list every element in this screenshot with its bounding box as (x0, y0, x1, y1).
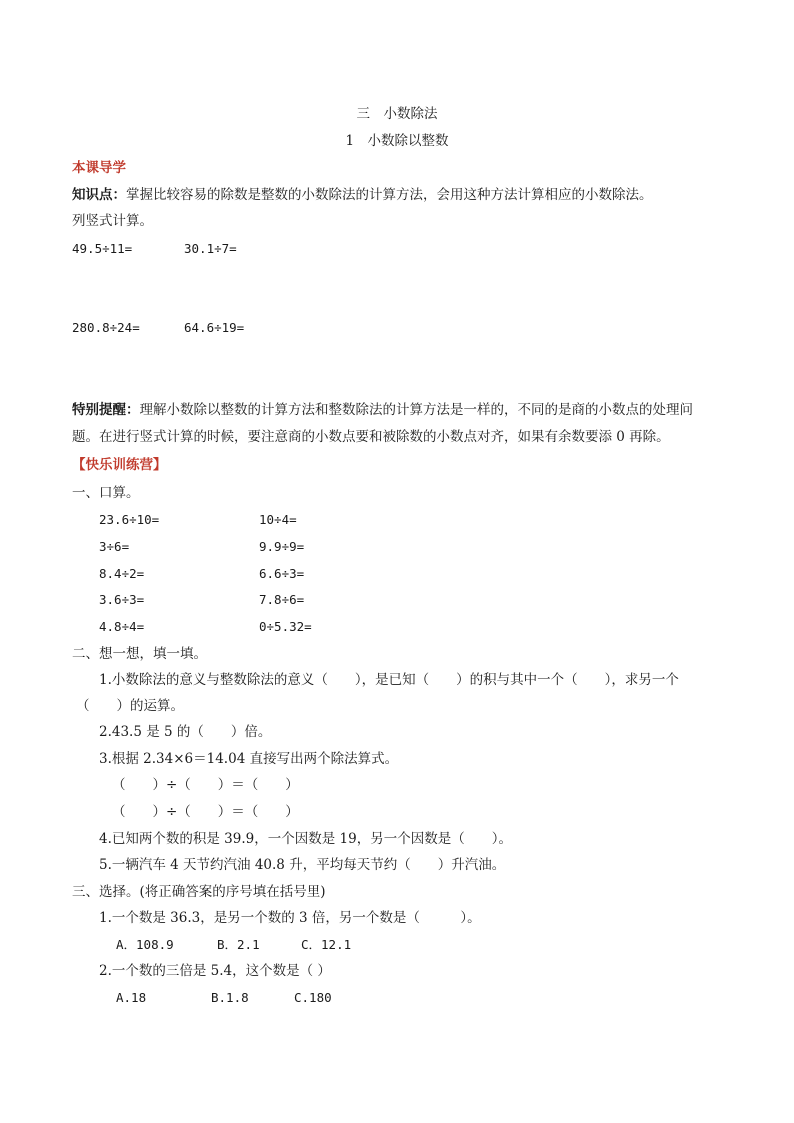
choice-option: B．2.1 (217, 937, 260, 952)
fill-question-4: 4.已知两个数的积是 39.9，一个因数是 19，另一个因数是（ ）。 (99, 831, 512, 847)
knowledge-point-label: 知识点： (72, 187, 126, 203)
choice-option: C.180 (294, 990, 332, 1005)
choice-option: A．108.9 (116, 937, 174, 952)
oral-calc-item: 23.6÷10= (99, 512, 160, 527)
oral-calc-item: 3.6÷3= (99, 592, 145, 607)
choice-option: A.18 (116, 990, 147, 1005)
reminder-text-1: 理解小数除以整数的计算方法和整数除法的计算方法是一样的，不同的是商的小数点的处理问 (139, 402, 693, 418)
choice-question-2: 2.一个数的三倍是 5.4，这个数是（ ） (99, 963, 331, 979)
knowledge-point (72, 187, 653, 203)
reminder-line-1 (72, 402, 693, 418)
practice-heading: 【快乐训练营】 (72, 457, 167, 473)
vertical-problem: 49.5÷11= (72, 241, 133, 256)
oral-calc-item: 4.8÷4= (99, 619, 145, 634)
division-blank: （ ）÷（ ）＝（ ） (112, 804, 299, 820)
fill-question-2: 2.43.5 是 5 的（ ）倍。 (99, 724, 272, 740)
reminder-label: 特别提醒： (72, 402, 140, 418)
vertical-problem: 280.8÷24= (72, 320, 140, 335)
reminder-line-2: 题。在进行竖式计算的时候，要注意商的小数点要和被除数的小数点对齐，如果有余数要添 0 再除。 (72, 429, 670, 445)
oral-calc-item: 8.4÷2= (99, 566, 145, 581)
choice-option: C．12.1 (301, 937, 352, 952)
oral-calc-item: 10÷4= (259, 512, 297, 527)
division-blank: （ ）÷（ ）＝（ ） (112, 777, 299, 793)
section-1-title: 一、口算。 (72, 485, 140, 501)
lesson-title: 1 小数除以整数 (345, 133, 449, 149)
oral-calc-item: 6.6÷3= (259, 566, 305, 581)
choice-question-1: 1.一个数是 36.3，是另一个数的 3 倍，另一个数是（ ）。 (99, 910, 481, 926)
choice-option: B.1.8 (211, 990, 249, 1005)
oral-calc-item: 3÷6= (99, 539, 130, 554)
guide-heading: 本课导学 (72, 160, 126, 176)
section-3-title: 三、选择。(将正确答案的序号填在括号里) (72, 884, 326, 900)
fill-question-5: 5.一辆汽车 4 天节约汽油 40.8 升，平均每天节约（ ）升汽油。 (99, 857, 506, 873)
vertical-problem: 64.6÷19= (184, 320, 245, 335)
fill-question-1: 1.小数除法的意义与整数除法的意义（ ），是已知（ ）的积与其中一个（ ），求另一个 (99, 672, 679, 688)
knowledge-point-text: 掌握比较容易的除数是整数的小数除法的计算方法，会用这种方法计算相应的小数除法。 (126, 187, 653, 203)
oral-calc-item: 0÷5.32= (259, 619, 312, 634)
section-2-title: 二、想一想，填一填。 (72, 646, 207, 662)
instruction-text: 列竖式计算。 (72, 213, 153, 229)
fill-question-1-cont: （ ）的运算。 (76, 698, 184, 714)
fill-question-3: 3.根据 2.34×6＝14.04 直接写出两个除法算式。 (99, 751, 399, 767)
oral-calc-item: 7.8÷6= (259, 592, 305, 607)
vertical-problem: 30.1÷7= (184, 241, 237, 256)
chapter-title: 三 小数除法 (356, 106, 438, 122)
oral-calc-item: 9.9÷9= (259, 539, 305, 554)
